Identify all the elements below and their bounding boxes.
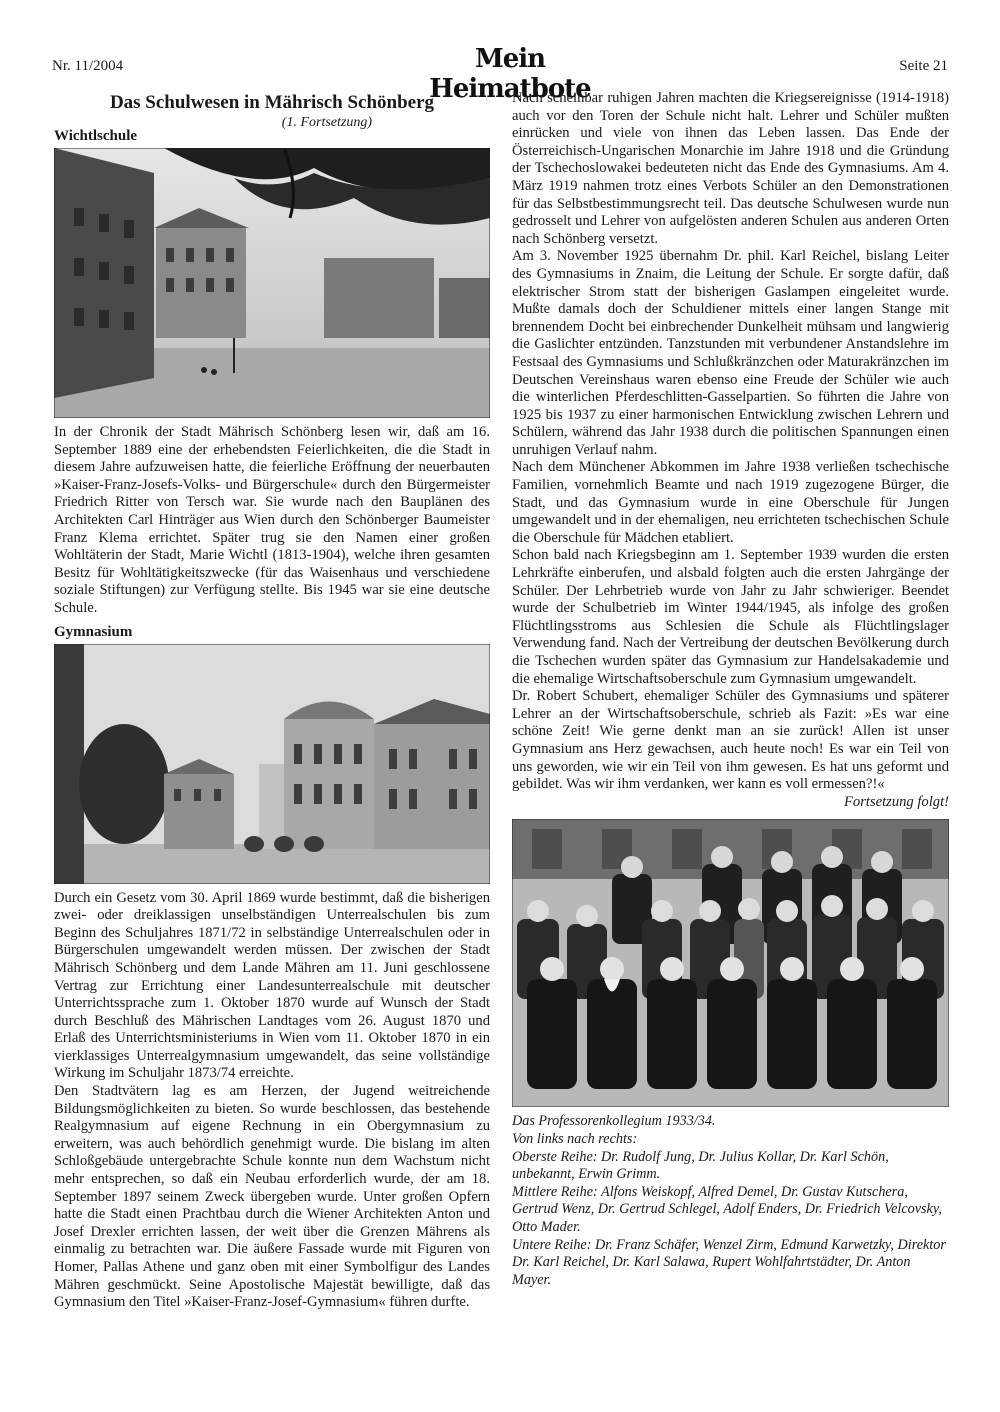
- issue-number: Nr. 11/2004: [52, 58, 124, 74]
- right-paragraph-1: Nach scheinbar ruhigen Jahren machten die Kriegsereignisse (1914-1918) auch vor den Toren der Schule nicht halt. Lehrer und Schüler mußten einrücken und viele von ihnen das Leben lassen. Das Ende der Österreichisch-Ungarischen Monarchie im Jahre 1918 und die Gründung der Tschechoslowakei bedeuteten nicht das Ende des Gymnasiums. Am 4. März 1919 nahmen trotz eines Verbots Schüler an den Demonstrationen für das Selbstbestimmungsrecht teil. Das deutsche Schulwesen wurde nun gedrosselt und Lehrer von aufgelösten anderen Schulen aus anderen Orten nach Schönberg versetzt.: [512, 90, 949, 247]
- article-title: Das Schulwesen in Mährisch Schönberg: [109, 92, 435, 113]
- photo-caption: [512, 1113, 949, 1289]
- right-column: [512, 90, 949, 1289]
- section-heading-wichtlschule: Wichtlschule: [54, 128, 138, 144]
- group-portrait-photo: [512, 819, 949, 1107]
- caption-row-middle: Mittlere Reihe: Alfons Weiskopf, Alfred Demel, Dr. Gustav Kutschera, Gertrud Wenz, Dr. Gertrud Schlegel, Adolf Enders, Dr. Friedrich Velcovsky, Otto Mader.: [512, 1183, 942, 1235]
- street-scene-photo: [54, 148, 490, 418]
- continued-note: Fortsetzung folgt!: [844, 793, 949, 810]
- right-paragraph-2: Am 3. November 1925 übernahm Dr. phil. Karl Reichel, bislang Leiter des Gymnasiums in Znaim, die Leitung der Schule. Er sorgte dafür, daß elektrischer Strom statt der bisherigen Gaslampen eingeleitet wurde. Mußte damals doch der Schuldiener mittels einer langen Stange mit brennendem Docht bei einbrechender Dunkelheit mühsam und langwierig die Gaslichter entzünden. Tanzstunden mit verbundener Anstandslehre im Festsaal des Gymnasiums und Schlußkränzchen oder Maturakränzchen im Deutschen Vereinshaus waren ebenso eine Freude der Schüler wie auch die winterlichen Pferdeschlitten-Gasselpartien. So führten die Jahre von 1925 bis 1937 zu einer harmonischen Entwicklung zwischen Lehrern und Schülern, während das Jahr 1938 durch die politischen Spannungen einen unruhigen Verlauf nahm.: [512, 248, 949, 458]
- page-number: Seite 21: [899, 58, 948, 74]
- gymnasium-building-photo: [54, 644, 490, 884]
- continued-line: [512, 794, 949, 812]
- masthead-logo: Mein Heimatbote: [429, 44, 591, 104]
- photo-professors: [512, 819, 949, 1107]
- article-subtitle: (1. Fortsetzung): [281, 115, 372, 130]
- photo-gymnasium: [54, 644, 490, 884]
- right-paragraph-5: Dr. Robert Schubert, ehemaliger Schüler des Gymnasiums und späterer Lehrer an der Wirtschaftsoberschule, schrieb als Fazit: »Es war eine schöne Zeit! Wie gerne denkt man an sie zurück! Allen ist unser Gymnasium ans Herz gewachsen, auch heute noch! Es war ein Teil von uns geworden, wie wir ein Teil von ihm gewesen. Es hat uns geformt und gebildet. Was wir ihm verdanken, wer kann es voll ermessen?!«: [512, 688, 949, 793]
- right-paragraph-4: Schon bald nach Kriegsbeginn am 1. September 1939 wurden die ersten Lehrkräfte einberufen, und alsbald folgten auch die ersten Jahrgänge der Schüler. Der Lehrbetrieb wurde von Jahr zu Jahr schwieriger. Beendet wurde der Schulbetrieb im Winter 1944/1945, als infolge des großen Flüchtlingsstroms aus Schlesien die Schule als Flüchtlingslager Verwendung fand. Nach der Vertreibung der deutschen Bevölkerung durch die Tschechen wurden später das Gymnasium zur Handelsakademie und die ehemalige Wirtschaftsoberschule zum Gymnasium umgewandelt.: [512, 547, 949, 687]
- gymnasium-text-2: Den Stadtvätern lag es am Herzen, der Jugend weitreichende Bildungsmöglichkeiten zu bieten. So wurde beschlossen, das bestehende Realgymnasium auf eigene Rechnung in ein Obergymnasium zu erweitern, was auch behördlich genehmigt wurde. Die bislang im alten Schloßgebäude untergebrachte Schule konnte nun dem Wachstum nicht mehr entsprechen, so daß ein Neubau erforderlich wurde, der am 18. September 1897 seinem Zweck übergeben wurde. Unter großen Opfern hatte die Stadt einen Prachtbau durch die Wiener Architekten Anton und Josef Drexler errichten lassen, der weit über die Grenzen Mährens als einmalig zu betrachten war. Die äußere Fassade wurde mit Figuren von Homer, Pallas Athene und ganz oben mit einer Symbolfigur des Landes Mähren geschmückt. Seine Apostolische Majestät bewilligte, daß das Gymnasium den Titel »Kaiser-Franz-Josef-Gymnasium« führen durfte.: [54, 1083, 490, 1311]
- gymnasium-text-1: Durch ein Gesetz vom 30. April 1869 wurde bestimmt, daß die bisherigen zwei- oder dreiklassigen unselbständigen Unterrealschulen bis zum Beginn des Schuljahres 1871/72 in selbständige Unterrealschulen oder in Bürgerschulen umgewandelt werden müssen. Der zwischen der Stadt Mährisch Schönberg und dem Lande Mähren am 11. Juni geschlossene Vertrag zur Errichtung einer Landesunterrealschule mit deutscher Unterrichtssprache zum 1. Oktober 1870 wurde auf Wunsch der Stadt durch Beschluß des Mährischen Landtages vom 26. August 1870 und Erlaß des Unterrichtsministeriums in Wien vom 11. Oktober 1870 in ein vierklassiges Unterrealgymnasium umgewandelt, das seine vollständige Wirkung im Schuljahr 1873/74 erreichte.: [54, 889, 490, 1082]
- caption-row-top: Oberste Reihe: Dr. Rudolf Jung, Dr. Julius Kollar, Dr. Karl Schön, unbekannt, Erwin Grimm.: [512, 1148, 889, 1183]
- caption-intro: Von links nach rechts:: [512, 1130, 638, 1147]
- wichtlschule-text: In der Chronik der Stadt Mährisch Schönberg lesen wir, daß am 16. September 1889 eine der erhebendsten Feierlichkeiten, die die Stadt in diesem Jahre aufzuweisen hatte, die feierliche Eröffnung der neuerbauten »Kaiser-Franz-Josefs-Volks- und Bürgerschule« durch den Bürgermeister Friedrich Ritter von Tersch war. Sie wurde nach den Bauplänen des Architekten Carl Hinträger aus Wien durch den Schönberger Baumeister Franz Klema errichtet. Später trug sie den Namen einer großen Wohltäterin der Stadt, Marie Wichtl (1813-1904), welche ihren gesamten Besitz für Wohltätigkeitszwecke (für das Waisenhaus und verschiedene soziale Stiftungen) zur Verfügung stellte. Bis 1945 war sie eine deutsche Schule.: [54, 424, 490, 616]
- section-heading-gymnasium: Gymnasium: [54, 623, 133, 640]
- photo-wichtlschule: [54, 148, 490, 418]
- left-column: [54, 90, 490, 1312]
- caption-title: Das Professorenkollegium 1933/34.: [512, 1113, 716, 1130]
- right-paragraph-3: Nach dem Münchener Abkommen im Jahre 1938 verließen tschechische Familien, vornehmlich Beamte und nach 1919 zugezogene Bürger, die Stadt, und das Gymnasium wurde in eine Oberschule für Jungen umgewandelt und in der ehemaligen, neu errichteten tschechischen Schule die Oberschule für Mädchen etabliert.: [512, 459, 949, 546]
- caption-row-bottom: Untere Reihe: Dr. Franz Schäfer, Wenzel Zirm, Edmund Karwetzky, Direktor Dr. Karl Reichel, Dr. Karl Salawa, Rupert Wohlfahrtstädter, Dr. Anton Mayer.: [512, 1236, 946, 1288]
